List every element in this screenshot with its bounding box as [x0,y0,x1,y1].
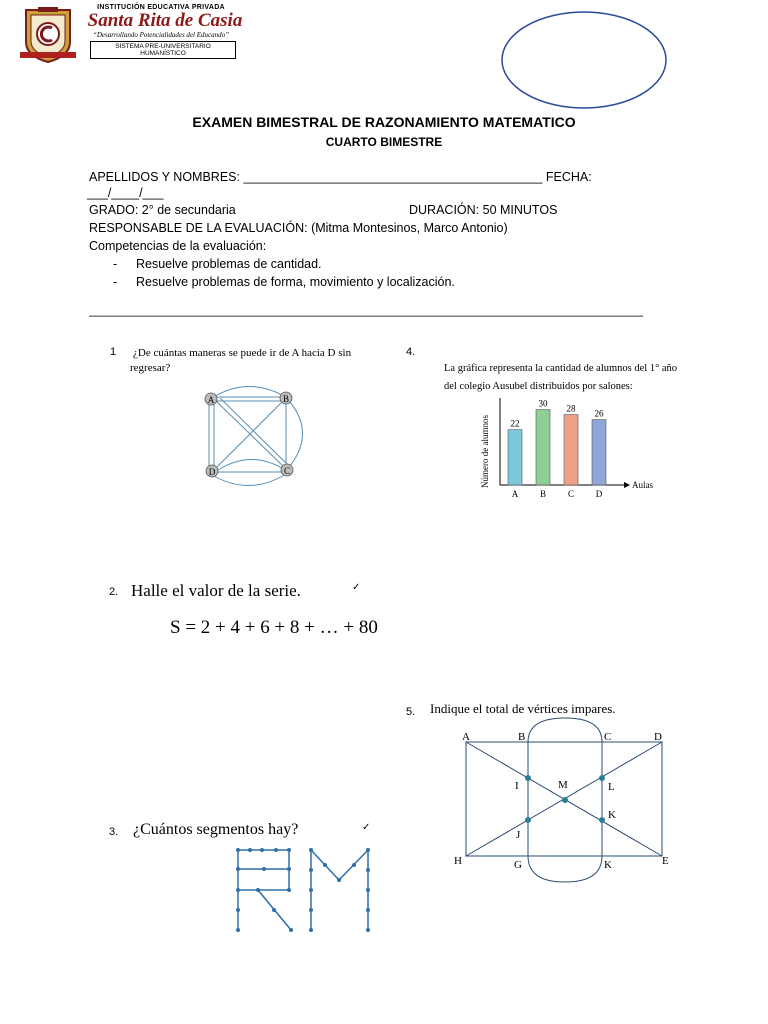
q1-number: 1 [110,346,117,358]
q5-text: Indique el total de vértices impares. [430,701,616,716]
svg-text:B: B [282,394,290,404]
q5-number: 5. [406,706,416,718]
q1-node [281,464,293,476]
tick-mark: ✓ [362,822,371,833]
q2-number: 2. [109,586,119,598]
chart-category-label: C [567,489,575,499]
q3-text: ¿Cuántos segmentos hay? [133,821,299,838]
chart-bar [592,420,606,485]
chart-category-label: B [539,489,547,499]
date-line: ___/____/___ [87,186,164,200]
q5-label: H [454,855,462,867]
q1-node [206,465,218,477]
q4-text-line1: La gráfica representa la cantidad de alumnos del 1° año [444,363,678,374]
q5-label: I [515,780,519,792]
q5-label: K [604,859,612,871]
chart-axis-arrow-icon [624,482,630,488]
school-name: Santa Rita de Casia [87,10,243,31]
exam-title: EXAMEN BIMESTRAL DE RAZONAMIENTO MATEMATICO [192,114,576,130]
competency-bullet: - [113,257,118,271]
q2-formula: S = 2 + 4 + 6 + 8 + … + 80 [170,617,378,638]
chart-value-label: 22 [510,418,520,429]
q3-number: 3. [109,826,119,838]
school-logo [18,6,78,64]
q2-text: Halle el valor de la serie. [131,581,301,600]
school-system: SISTEMA PRE-UNIVERSITARIO HUMANÍSTICO [90,41,236,59]
competencies-label: Competencias de la evaluación: [89,239,267,253]
q4-number: 4. [406,346,416,358]
exam-subtitle: CUARTO BIMESTRE [325,135,443,149]
chart-ylabel: Número de alumnos [480,415,490,488]
q5-label: M [558,779,568,791]
q5-label: K [608,809,616,821]
q1-node [280,392,292,404]
tick-mark: ✓ [352,582,361,593]
q5-label: B [518,731,526,743]
school-type: INSTITUCIÓN EDUCATIVA PRIVADA [97,4,225,11]
chart-value-label: 26 [594,408,604,419]
svg-text:C: C [283,466,291,476]
school-motto: “Desarrollando Potencialidades del Educando” [92,31,230,39]
competency-item: Resuelve problemas de cantidad. [136,257,322,271]
responsible-line: RESPONSABLE DE LA EVALUACIÓN: (Mitma Montesinos, Marco Antonio) [89,221,508,235]
competency-item: Resuelve problemas de forma, movimiento y localización. [136,275,455,289]
chart-category-label: D [595,489,603,499]
chart-value-label: 30 [538,398,548,409]
photo-ellipse [500,10,668,110]
chart-xlabel: Aulas [632,480,653,490]
q5-vertices-diagram [440,714,680,890]
chart-bar [508,430,522,485]
q5-label: C [604,731,612,743]
q5-label: J [516,829,521,841]
q1-graph [130,378,310,492]
grade-line: GRADO: 2° de secundaria [89,203,236,217]
duration-line: DURACIÓN: 50 MINUTOS [409,203,558,217]
divider-line: ___________________________________________________________________________________ [89,303,643,317]
q5-label: L [608,781,615,793]
names-line: APELLIDOS Y NOMBRES: ___________________________________________ FECHA: [89,170,592,184]
chart-bar [536,410,550,485]
q1-node [205,393,217,405]
q5-label: G [514,859,522,871]
school-header [86,4,246,59]
q5-label: A [462,731,470,743]
chart-value-label: 28 [566,403,576,414]
q5-label: E [662,855,669,867]
q4-text-line2: del colegio Ausubel distribuidos por salones: [444,381,633,392]
q1-text-line2: regresar? [130,362,171,374]
q3-rm-figure [228,842,378,938]
svg-text:A: A [207,395,215,405]
q1-text-line1: ¿De cuántas maneras se puede ir de A hacia D sin [133,347,352,359]
svg-text:D: D [208,467,216,477]
q5-label: D [654,731,662,743]
chart-bar [564,415,578,485]
q4-bar-chart [470,396,690,508]
chart-category-label: A [511,489,519,499]
competency-bullet: - [113,275,118,289]
